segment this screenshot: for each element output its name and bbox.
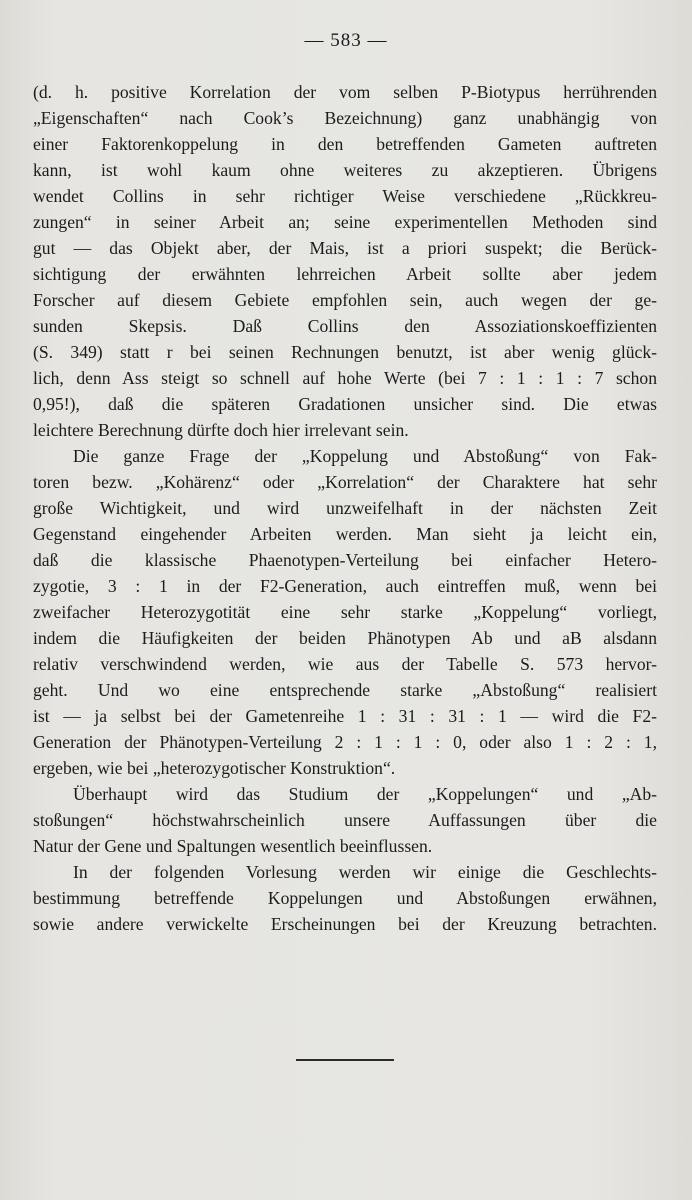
paragraph-3 <box>33 781 657 859</box>
text-line: „Eigenschaften“ nach Cook’s Bezeichnung) ganz unabhängig von <box>33 108 657 128</box>
text-line: zweifacher Heterozygotität eine sehr starke „Koppelung“ vorliegt, <box>33 602 657 622</box>
paragraph-1 <box>33 79 657 443</box>
text-line: sowie andere verwickelte Erscheinungen bei der Kreuzung betrachten. <box>33 914 657 934</box>
section-end-rule <box>296 1059 394 1061</box>
text-line: Gegenstand eingehender Arbeiten werden. Man sieht ja leicht ein, <box>33 524 657 544</box>
text-line: ergeben, wie bei „heterozygotischer Konstruktion“. <box>33 758 396 778</box>
text-line: 0,95!), daß die späteren Gradationen unsicher sind. Die etwas <box>33 394 657 414</box>
text-line: In der folgenden Vorlesung werden wir einige die Geschlechts- <box>73 862 657 882</box>
text-line: Natur der Gene und Spaltungen wesentlich beeinflussen. <box>33 836 433 856</box>
text-line: einer Faktorenkoppelung in den betreffenden Gameten auftreten <box>33 134 657 154</box>
text-line: stoßungen“ höchstwahrscheinlich unsere Auffassungen über die <box>33 810 657 830</box>
text-line: sunden Skepsis. Daß Collins den Assoziationskoeffizienten <box>33 316 657 336</box>
text-line: (d. h. positive Korrelation der vom selben P-Biotypus herrührenden <box>33 82 657 102</box>
text-line: Die ganze Frage der „Koppelung und Abstoßung“ von Fak- <box>73 446 657 466</box>
text-line: lich, denn Ass steigt so schnell auf hohe Werte (bei 7 : 1 : 1 : 7 schon <box>33 368 657 388</box>
text-line: gut — das Objekt aber, der Mais, ist a priori suspekt; die Berück- <box>33 238 657 258</box>
text-line: geht. Und wo eine entsprechende starke „Abstoßung“ realisiert <box>33 680 657 700</box>
text-line: ist — ja selbst bei der Gametenreihe 1 : 31 : 31 : 1 — wird die F2- <box>33 706 657 726</box>
text-line: große Wichtigkeit, und wird unzweifelhaft in der nächsten Zeit <box>33 498 657 518</box>
text-line: (S. 349) statt r bei seinen Rechnungen benutzt, ist aber wenig glück- <box>33 342 657 362</box>
text-line: Forscher auf diesem Gebiete empfohlen sein, auch wegen der ge- <box>33 290 657 310</box>
paragraph-4 <box>33 859 657 937</box>
text-line: Generation der Phänotypen-Verteilung 2 : 1 : 1 : 0, oder also 1 : 2 : 1, <box>33 732 657 752</box>
text-line: leichtere Berechnung dürfte doch hier irrelevant sein. <box>33 420 409 440</box>
text-line: zygotie, 3 : 1 in der F2-Generation, auch eintreffen muß, wenn bei <box>33 576 657 596</box>
paragraph-2 <box>33 443 657 781</box>
text-line: indem die Häufigkeiten der beiden Phänotypen Ab und aB alsdann <box>33 628 657 648</box>
text-line: zungen“ in seiner Arbeit an; seine experimentellen Methoden sind <box>33 212 657 232</box>
text-line: daß die klassische Phaenotypen-Verteilung bei einfacher Hetero- <box>33 550 657 570</box>
text-line: sichtigung der erwähnten lehrreichen Arbeit sollte aber jedem <box>33 264 657 284</box>
text-line: relativ verschwindend werden, wie aus der Tabelle S. 573 hervor- <box>33 654 657 674</box>
page-number: — 583 — <box>304 30 388 51</box>
text-line: kann, ist wohl kaum ohne weiteres zu akzeptieren. Übrigens <box>33 160 657 180</box>
body-text <box>33 79 657 937</box>
text-line: bestimmung betreffende Koppelungen und Abstoßungen erwähnen, <box>33 888 657 908</box>
text-line: wendet Collins in sehr richtiger Weise verschiedene „Rückkreu- <box>33 186 657 206</box>
text-line: Überhaupt wird das Studium der „Koppelungen“ und „Ab- <box>73 784 657 804</box>
text-line: toren bezw. „Kohärenz“ oder „Korrelation“ der Charaktere hat sehr <box>33 472 657 492</box>
